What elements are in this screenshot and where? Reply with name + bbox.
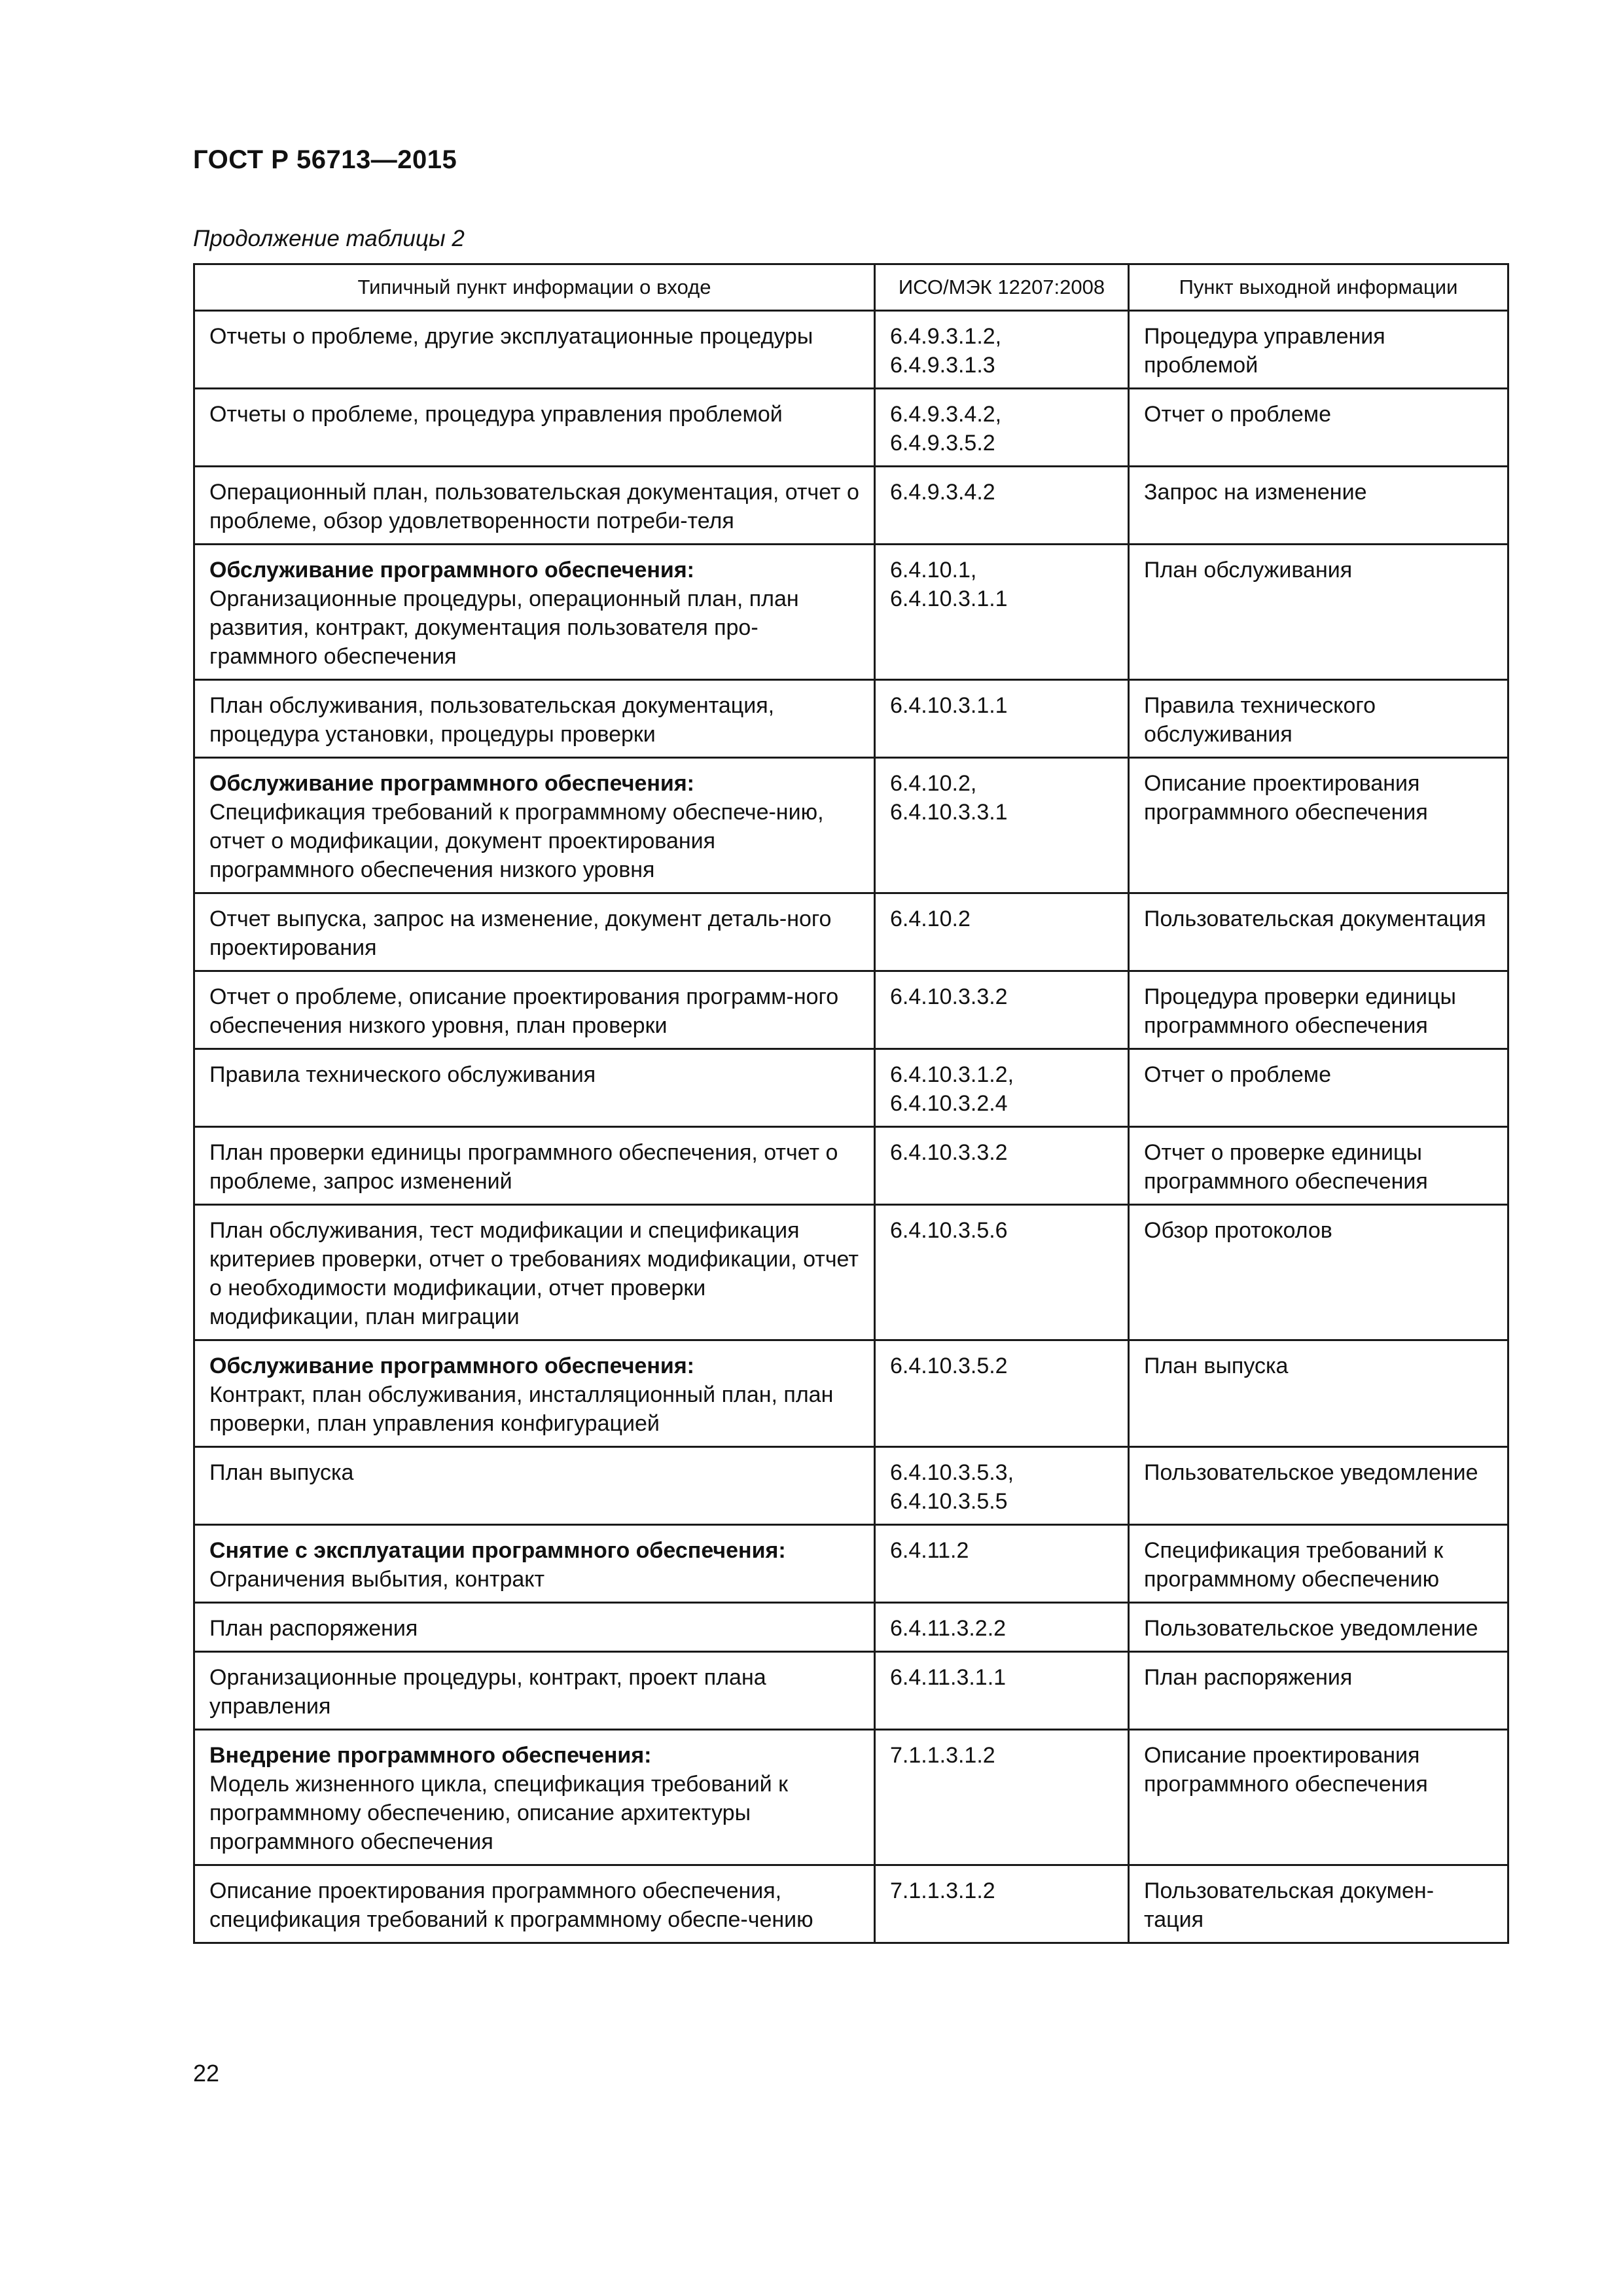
- iso-clause-cell: [875, 389, 1129, 467]
- input-info-cell: [194, 1340, 875, 1447]
- table-row: [194, 1127, 1508, 1205]
- output-info-cell: Отчет о проверке единицы программного обеспечения: [1129, 1127, 1508, 1205]
- input-info-cell: [194, 680, 875, 758]
- iso-clause-cell: [875, 1127, 1129, 1205]
- output-info-cell: Процедура управления проблемой: [1129, 311, 1508, 389]
- input-info-text: Операционный план, пользовательская документация, отчет о проблеме, обзор удовлетворенности потреби-теля: [209, 480, 859, 533]
- output-info-cell: План распоряжения: [1129, 1652, 1508, 1730]
- iso-clause-number: 6.4.9.3.1.3: [890, 353, 995, 378]
- iso-clause-number: 6.4.10.3.5.3,: [890, 1460, 1014, 1485]
- iso-clause-number: 6.4.10.3.1.2,: [890, 1062, 1014, 1087]
- output-info-cell: Отчет о проблеме: [1129, 389, 1508, 467]
- output-info-cell: Описание проектирования программного обеспечения: [1129, 1730, 1508, 1865]
- iso-clause-cell: [875, 1730, 1129, 1865]
- output-info-cell: План обслуживания: [1129, 545, 1508, 680]
- input-info-cell: [194, 971, 875, 1049]
- input-info-text: Организационные процедуры, контракт, проект плана управления: [209, 1665, 766, 1719]
- input-info-text: План распоряжения: [209, 1616, 418, 1641]
- table-header-row: [194, 264, 1508, 311]
- table-row: [194, 971, 1508, 1049]
- table-row: [194, 893, 1508, 971]
- output-info-cell: Пользовательская документация: [1129, 893, 1508, 971]
- iso-clause-cell: [875, 545, 1129, 680]
- iso-clause-number: 6.4.10.3.1.1: [890, 586, 1008, 611]
- iso-clause-cell: [875, 893, 1129, 971]
- column-header-input: Типичный пункт информации о входе: [194, 264, 875, 311]
- iso-clause-cell: [875, 1525, 1129, 1603]
- iso-clause-number: 7.1.1.3.1.2: [890, 1743, 995, 1768]
- output-info-cell: Правила технического обслуживания: [1129, 680, 1508, 758]
- table-row: [194, 758, 1508, 893]
- iso-clause-number: 6.4.11.3.2.2: [890, 1616, 1007, 1641]
- process-heading: Обслуживание программного обеспечения:: [209, 771, 694, 796]
- input-info-cell: [194, 1525, 875, 1603]
- iso-clause-number: 6.4.9.3.4.2: [890, 480, 995, 505]
- iso-clause-cell: [875, 1205, 1129, 1340]
- input-info-cell: [194, 1127, 875, 1205]
- input-info-cell: [194, 758, 875, 893]
- process-heading: Обслуживание программного обеспечения:: [209, 558, 694, 583]
- table-row: [194, 545, 1508, 680]
- page-number: 22: [193, 2060, 220, 2087]
- iso-clause-cell: [875, 1049, 1129, 1127]
- document-code: ГОСТ Р 56713—2015: [193, 145, 457, 174]
- input-info-cell: [194, 545, 875, 680]
- input-info-cell: [194, 467, 875, 545]
- iso-clause-number: 6.4.9.3.4.2,: [890, 402, 1002, 427]
- iso-clause-cell: [875, 1652, 1129, 1730]
- output-info-cell: Спецификация требований к программному обеспечению: [1129, 1525, 1508, 1603]
- iso-clause-number: 6.4.9.3.1.2,: [890, 324, 1002, 349]
- table-row: [194, 1525, 1508, 1603]
- iso-clause-cell: [875, 758, 1129, 893]
- iso-clause-number: 6.4.10.1,: [890, 558, 977, 583]
- input-info-text: Ограничения выбытия, контракт: [209, 1567, 545, 1592]
- column-header-output: Пункт выходной информации: [1129, 264, 1508, 311]
- column-header-iso: ИСО/МЭК 12207:2008: [875, 264, 1129, 311]
- table-continuation-caption: Продолжение таблицы 2: [193, 226, 465, 251]
- iso-clause-cell: [875, 311, 1129, 389]
- table-row: [194, 1340, 1508, 1447]
- output-info-cell: Пользовательское уведомление: [1129, 1603, 1508, 1652]
- output-info-cell: Обзор протоколов: [1129, 1205, 1508, 1340]
- input-info-cell: [194, 1205, 875, 1340]
- iso-clause-cell: [875, 1865, 1129, 1943]
- input-info-text: План выпуска: [209, 1460, 354, 1485]
- iso-clause-number: 6.4.10.3.1.1: [890, 693, 1008, 718]
- table-row: [194, 1205, 1508, 1340]
- iso-clause-number: 6.4.9.3.5.2: [890, 431, 995, 456]
- iso-clause-cell: [875, 971, 1129, 1049]
- input-info-text: Отчеты о проблеме, процедура управления проблемой: [209, 402, 783, 427]
- iso-clause-number: 6.4.10.3.5.5: [890, 1489, 1008, 1514]
- input-info-text: Описание проектирования программного обеспечения, спецификация требований к программному обеспе-чению: [209, 1878, 813, 1932]
- table-row: [194, 1603, 1508, 1652]
- input-info-cell: [194, 1652, 875, 1730]
- input-info-text: Отчет выпуска, запрос на изменение, документ деталь-ного проектирования: [209, 906, 832, 960]
- input-info-text: План обслуживания, тест модификации и спецификация критериев проверки, отчет о требованиях модификации, отчет о необходимости модификации, отчет проверки модификации, план миграции: [209, 1218, 859, 1329]
- iso-clause-cell: [875, 1603, 1129, 1652]
- output-info-cell: Запрос на изменение: [1129, 467, 1508, 545]
- output-info-cell: План выпуска: [1129, 1340, 1508, 1447]
- input-info-text: Организационные процедуры, операционный план, план развития, контракт, документация пользователя про-граммного обеспечения: [209, 586, 799, 669]
- iso-clause-cell: [875, 467, 1129, 545]
- table-row: [194, 680, 1508, 758]
- table-row: [194, 1730, 1508, 1865]
- iso-clause-number: 6.4.11.2: [890, 1538, 969, 1563]
- output-info-cell: Отчет о проблеме: [1129, 1049, 1508, 1127]
- input-info-text: Отчет о проблеме, описание проектирования программ-ного обеспечения низкого уровня, план проверки: [209, 984, 839, 1038]
- iso-clause-number: 6.4.10.3.3.1: [890, 800, 1008, 825]
- iso-clause-number: 6.4.10.3.3.2: [890, 1140, 1008, 1165]
- iso-clause-number: 6.4.10.3.2.4: [890, 1091, 1008, 1116]
- iso-clause-cell: [875, 1340, 1129, 1447]
- iso-clause-number: 6.4.10.2,: [890, 771, 977, 796]
- output-info-cell: Пользовательское уведомление: [1129, 1447, 1508, 1525]
- iso-clause-cell: [875, 1447, 1129, 1525]
- input-info-text: Спецификация требований к программному обеспече-нию, отчет о модификации, документ проектирования программного обеспечения низкого уровня: [209, 800, 824, 882]
- table-row: [194, 467, 1508, 545]
- output-info-cell: Описание проектирования программного обеспечения: [1129, 758, 1508, 893]
- input-info-cell: [194, 1447, 875, 1525]
- input-info-cell: [194, 893, 875, 971]
- output-info-cell: Процедура проверки единицы программного обеспечения: [1129, 971, 1508, 1049]
- requirements-table: [193, 263, 1509, 1944]
- input-info-text: Контракт, план обслуживания, инсталляционный план, план проверки, план управления конфигурацией: [209, 1382, 834, 1436]
- process-heading: Внедрение программного обеспечения:: [209, 1743, 652, 1768]
- table-row: [194, 1652, 1508, 1730]
- table-row: [194, 1049, 1508, 1127]
- input-info-cell: [194, 389, 875, 467]
- input-info-text: План проверки единицы программного обеспечения, отчет о проблеме, запрос изменений: [209, 1140, 838, 1194]
- input-info-text: Модель жизненного цикла, спецификация требований к программному обеспечению, описание архитектуры программного обеспечения: [209, 1772, 788, 1854]
- input-info-text: Правила технического обслуживания: [209, 1062, 596, 1087]
- table-row: [194, 389, 1508, 467]
- input-info-text: Отчеты о проблеме, другие эксплуатационные процедуры: [209, 324, 813, 349]
- input-info-cell: [194, 1603, 875, 1652]
- process-heading: Снятие с эксплуатации программного обеспечения:: [209, 1538, 786, 1563]
- iso-clause-number: 6.4.11.3.1.1: [890, 1665, 1007, 1690]
- iso-clause-number: 7.1.1.3.1.2: [890, 1878, 995, 1903]
- input-info-cell: [194, 311, 875, 389]
- input-info-cell: [194, 1865, 875, 1943]
- process-heading: Обслуживание программного обеспечения:: [209, 1354, 694, 1378]
- input-info-text: План обслуживания, пользовательская документация, процедура установки, процедуры проверки: [209, 693, 775, 747]
- table-row: [194, 1865, 1508, 1943]
- input-info-cell: [194, 1730, 875, 1865]
- iso-clause-number: 6.4.10.3.5.2: [890, 1354, 1008, 1378]
- table-row: [194, 1447, 1508, 1525]
- output-info-cell: Пользовательская докумен-тация: [1129, 1865, 1508, 1943]
- iso-clause-cell: [875, 680, 1129, 758]
- input-info-cell: [194, 1049, 875, 1127]
- iso-clause-number: 6.4.10.2: [890, 906, 971, 931]
- iso-clause-number: 6.4.10.3.3.2: [890, 984, 1008, 1009]
- table-body: [194, 311, 1508, 1943]
- table-row: [194, 311, 1508, 389]
- iso-clause-number: 6.4.10.3.5.6: [890, 1218, 1008, 1243]
